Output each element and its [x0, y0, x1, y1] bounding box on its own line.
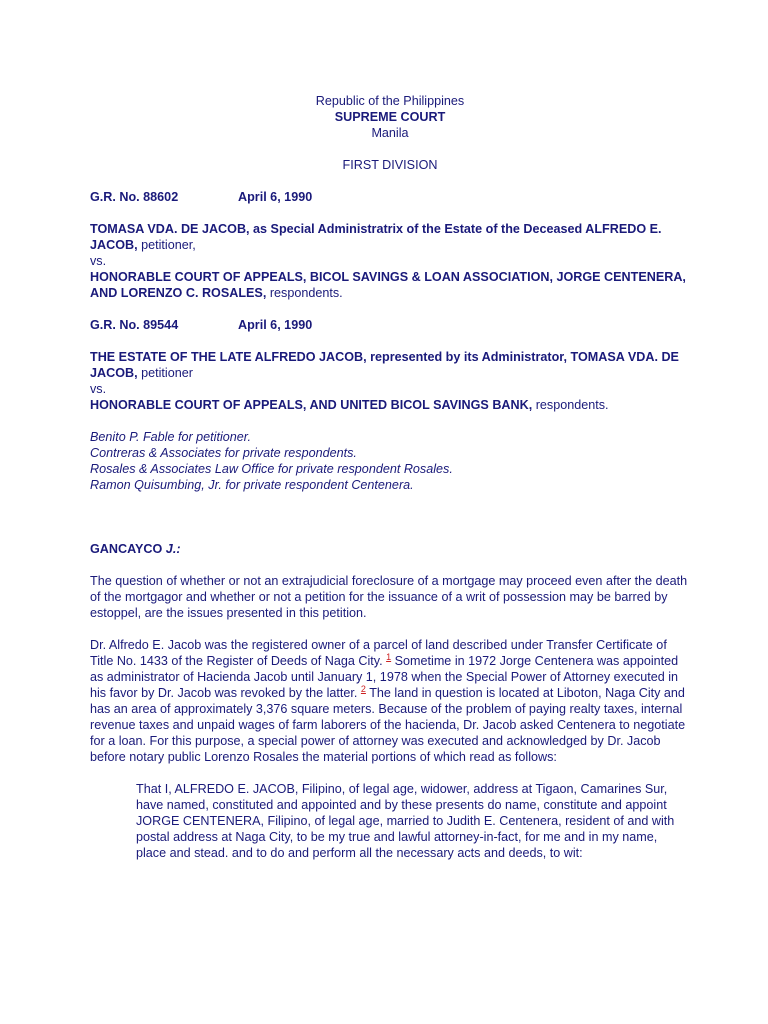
para2-text-b: Sometime in 1972 Jorge Centenera was appointed as administrator of Hacienda Jacob until January 1, 1978 when the Special Power of Attorney executed in his favor by Dr. Jacob was revoked by the latter. — [90, 654, 679, 700]
counsel-item: Rosales & Associates Law Office for private respondent Rosales. — [90, 462, 453, 476]
case2-vs: vs. — [90, 382, 107, 396]
case2-petitioner-name: THE ESTATE OF THE LATE ALFREDO JACOB, represented by its Administrator, TOMASA VDA. DE JACOB, — [90, 350, 679, 380]
ponente-suffix: J.: — [162, 542, 181, 556]
footnote-link-1[interactable]: 1 — [386, 652, 392, 662]
ponente-line — [90, 541, 690, 557]
case1-petitioner — [90, 221, 690, 253]
body-paragraph-1: The question of whether or not an extrajudicial foreclosure of a mortgage may proceed even after the death of the mortgagor and whether or not a petition for the issuance of a writ of possession may be barred by estoppel, are the issues presented in this petition. — [90, 574, 688, 620]
case1-vs: vs. — [90, 254, 107, 268]
case2-parties — [90, 349, 690, 413]
court-city: Manila — [371, 126, 409, 140]
case1-petitioner-role: petitioner, — [137, 238, 196, 252]
court-header — [90, 93, 690, 173]
case2-docket — [90, 317, 690, 333]
counsel-item: Ramon Quisumbing, Jr. for private respondent Centenera. — [90, 478, 414, 492]
case1-date: April 6, 1990 — [238, 190, 313, 204]
quoted-power-of-attorney: That I, ALFREDO E. JACOB, Filipino, of legal age, widower, address at Tigaon, Camarines Sur, have named, constituted and appointed and by these presents do name, constitute and appoint JORGE CENTENERA, Filipino, of legal age, married to Judith E. Centenera, resident of and with postal address at Naga City, to be my true and lawful attorney-in-fact, for me and in my name, place and stead. and to do and perform all the necessary acts and deeds, to wit: — [136, 782, 675, 860]
footnote-link-2[interactable]: 2 — [360, 684, 366, 694]
republic-line: Republic of the Philippines — [315, 94, 465, 108]
ponente-name: GANCAYCO — [90, 542, 163, 556]
case1-respondent-role: respondents. — [266, 286, 343, 300]
case2-date: April 6, 1990 — [238, 318, 313, 332]
counsel-item: Contreras & Associates for private respondents. — [90, 446, 357, 460]
para2-text-c: The land in question is located at Liboton, Naga City and has an area of approximately 3,376 square meters. Because of the problem of paying realty taxes, internal revenue taxes and unpaid wages of farm laborers of the hacienda, Dr. Jacob asked Centenera to negotiate for a loan. For this purpose, a special power of attorney was executed and acknowledged by Dr. Jacob before notary public Lorenzo Rosales the material portions of which read as follows: — [90, 686, 686, 764]
case2-petitioner-role: petitioner — [137, 366, 193, 380]
case1-respondent — [90, 269, 690, 301]
case1-parties — [90, 221, 690, 301]
case2-respondent — [90, 397, 690, 413]
case2-petitioner — [90, 349, 690, 381]
case1-respondent-name: HONORABLE COURT OF APPEALS, BICOL SAVINGS & LOAN ASSOCIATION, JORGE CENTENERA, AND LORENZO C. ROSALES, — [90, 270, 686, 300]
body-paragraph-2 — [90, 637, 690, 765]
counsel-item: Benito P. Fable for petitioner. — [90, 430, 252, 444]
case2-gr-number: G.R. No. 89544 — [90, 318, 179, 332]
case1-docket — [90, 189, 690, 205]
case2-respondent-name: HONORABLE COURT OF APPEALS, AND UNITED BICOL SAVINGS BANK, — [90, 398, 533, 412]
court-name: SUPREME COURT — [334, 110, 446, 124]
case1-petitioner-name: TOMASA VDA. DE JACOB, as Special Administratrix of the Estate of the Deceased ALFREDO E. JACOB, — [90, 222, 662, 252]
para2-text-a: Dr. Alfredo E. Jacob was the registered owner of a parcel of land described under Transfer Certificate of Title No. 1433 of the Register of Deeds of Naga City. — [90, 638, 667, 668]
case2-respondent-role: respondents. — [532, 398, 609, 412]
division-title: FIRST DIVISION — [342, 158, 438, 172]
document-page — [90, 93, 690, 861]
case1-gr-number: G.R. No. 88602 — [90, 190, 179, 204]
counsel-list — [90, 429, 690, 493]
